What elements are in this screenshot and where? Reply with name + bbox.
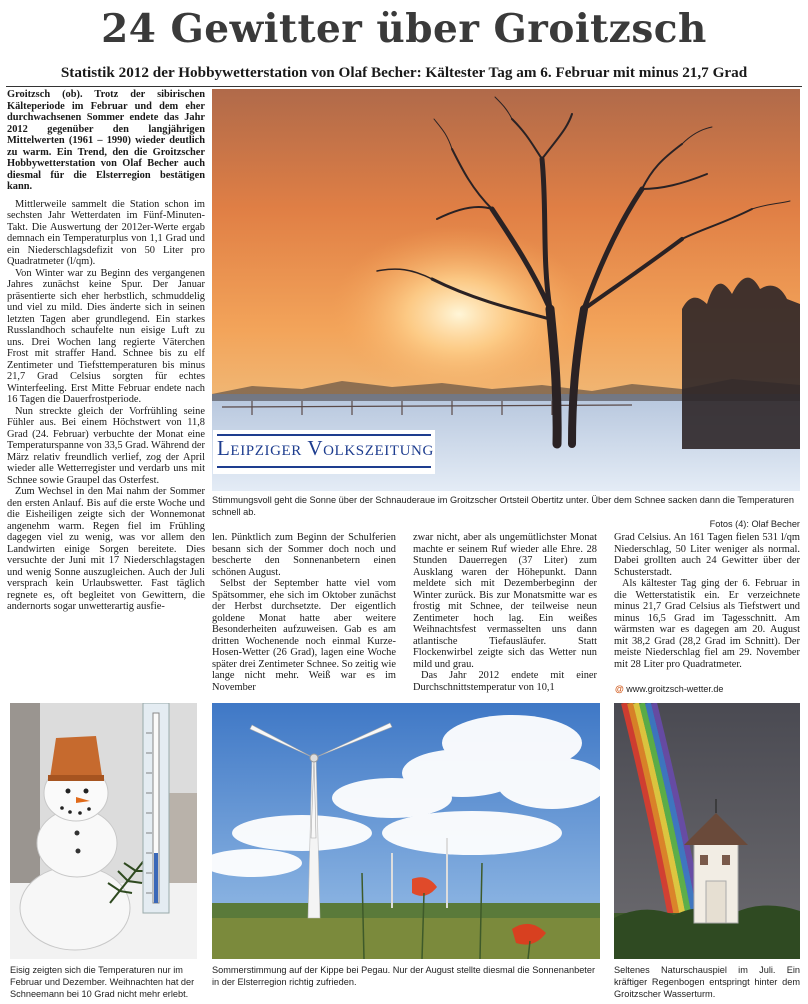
paragraph: Selbst der September hatte viel vom Spätsommer, ehe sich im Oktober zunächst der Herbst durchsetzte. Der eigentlich goldene Monat hatte aber weitere Besonderheiten aufzuweisen. Gab es am dritten Wochenende noch einmal Kurze-Hosen-Wetter (26 Grad), lagen eine Woche später drei Zentimeter Schnee. So zeitig wie lange nicht mehr. Weiß war es im November — [212, 578, 396, 693]
website-text: www.groitzsch-wetter.de — [626, 684, 724, 694]
rainbow-caption: Seltenes Naturschauspiel im Juli. Ein kräftiger Regenbogen entspringt hinter dem Groitzscher Wasserturm. — [614, 965, 800, 999]
paragraph: Das Jahr 2012 endete mit einer Durchschnittstemperatur von 10,1 — [413, 670, 597, 693]
paragraph: Grad Celsius. An 161 Tagen fielen 531 l/qm Niederschlag, 50 Liter weniger als normal. Dabei grollten auch 24 Gewitter über der Schusterstadt. — [614, 532, 800, 578]
at-icon: @ — [615, 684, 624, 694]
website-link[interactable] — [615, 684, 723, 694]
subheadline: Statistik 2012 der Hobbywetterstation von Olaf Becher: Kältester Tag am 6. Februar mit minus 21,7 Grad — [60, 64, 748, 81]
logo-text: Leipziger Volkszeitung — [217, 436, 434, 460]
logo-bar — [217, 466, 431, 468]
newspaper-logo — [213, 430, 435, 474]
photo-credit: Fotos (4): Olaf Becher — [709, 519, 800, 529]
paragraph: Von Winter war zu Beginn des vergangenen Jahres zunächst keine Spur. Der Januar präsentierte sich eher herbstlich, schmuddelig und viel zu mild. Dies änderte sich in seinen letzten Tagen aber grundlegend. Ein starkes Russlandhoch schaufelte nun eisige Luft zu uns. Drei Wochen lang regierte Väterchen Frost mit straffer Hand. Schnee bis zu elf Zentimeter und Tiefsttemperaturen bis minus 21,7 Grad Celsius sorgten für echtes Winterfeeling. Erst Mitte Februar endete nach 16 Tagen die Dauerfrostperiode. — [7, 267, 205, 405]
snowman-photo — [10, 703, 197, 959]
lead-paragraph: Groitzsch (ob). Trotz der sibirischen Kälteperiode im Februar und dem eher durchwachsenen Sommer endete das Jahr 2012 gegenüber den langjährigen Mittelwerten (1961 – 1990) wieder deutlich zu warm. Ein Trend, den die Groitzscher Hobbywetterstation von Olaf Becher auch diesmal für die Elsterregion bestätigen kann. — [7, 89, 205, 192]
paragraph: Mittlerweile sammelt die Station schon im sechsten Jahr Wetterdaten im Fünf-Minuten-Takt. Die Auswertung der 2012er-Werte ergab demnach ein Temperaturplus von 1,1 Grad und ein Niederschlagsdefizit von 50 Liter pro Quadratmeter (l/qm). — [7, 198, 205, 267]
caption-text: Stimmungsvoll geht die Sonne über der Schnauderaue im Groitzscher Ortsteil Obertitz unter. Über dem Schnee sacken dann die Temperaturen schnell ab. — [212, 495, 795, 517]
column-4 — [614, 532, 800, 670]
sunset-caption — [212, 494, 800, 530]
paragraph: len. Pünktlich zum Beginn der Schulferien besann sich der Sommer doch noch und bescherte den Sonnenanbetern einen schönen August. — [212, 532, 396, 578]
column-2 — [212, 532, 396, 693]
paragraph: Nun streckte gleich der Vorfrühling seine Fühler aus. Bei einem Höchstwert von 11,8 Grad (24. Februar) verbuchte der Monat eine Temperaturspanne von 33,5 Grad. Während der März relativ freundlich verlief, zog der April wieder alle Wetterregister und verdarb uns mit Schnee sowie Graupel das Osterfest. — [7, 405, 205, 486]
paragraph: Als kältester Tag ging der 6. Februar in die Wetterstatistik ein. Er verzeichnete minus 21,7 Grad Celsius als Tiefstwert und minus 16,5 Grad im Tagesschnitt. Am wärmsten war es dagegen am 20. August mit 38,2 Grad (28,2 Grad im Schnitt). Der meiste Niederschlag fiel am 29. November mit 28 Liter pro Quadratmeter. — [614, 578, 800, 670]
snowman-caption: Eisig zeigten sich die Temperaturen nur im Februar und Dezember. Weihnachten hat der Schneemann bei 10 Grad nicht mehr erlebt. — [10, 965, 195, 999]
paragraph: Zum Wechsel in den Mai nahm der Sommer den ersten Anlauf. Bis auf die erste Woche und die Eisheiligen zeigte sich der Wonnemonat angenehm warm. Regen fiel im Frühling dagegen viel zu wenig, was vor allem den Landwirten einige Sorgen bereitete. Dies versuchte der Juni mit 17 Niederschlagstagen und wenig Sonne auszugleichen. Auch der Juli versprach kein Urlaubswetter. Fast täglich regnete es, oft begleitet von Gewittern, die andernorts sogar unwetterartig ausfie- — [7, 486, 205, 612]
column-1 — [7, 89, 205, 613]
wind-caption: Sommerstimmung auf der Kippe bei Pegau. Nur der August stellte diesmal die Sonnenanbeter in der Elsterregion richtig zufrieden. — [212, 965, 596, 987]
paragraph: zwar nicht, aber als ungemütlichster Monat machte er seinem Ruf wieder alle Ehre. 28 Stunden Dauerregen (37 Liter) zum Ausklang waren der Höhepunkt. Dann meldete sich mit Dezemberbeginn der Winter zurück. Bis zur Monatsmitte war es frostig mit Schnee, der teilweise neun Zentimeter hoch lag. Ein weißes Weihnachtsfest vermasselten uns dann atlantische Tiefausläufer. Statt Flockenwirbel zeigte sich das Wetter nun mild und grau. — [413, 532, 597, 670]
column-3 — [413, 532, 597, 693]
wind-turbine-photo — [212, 703, 600, 959]
rainbow-photo — [614, 703, 800, 959]
divider — [6, 86, 802, 87]
headline: 24 Gewitter über Groitzsch — [101, 6, 707, 52]
